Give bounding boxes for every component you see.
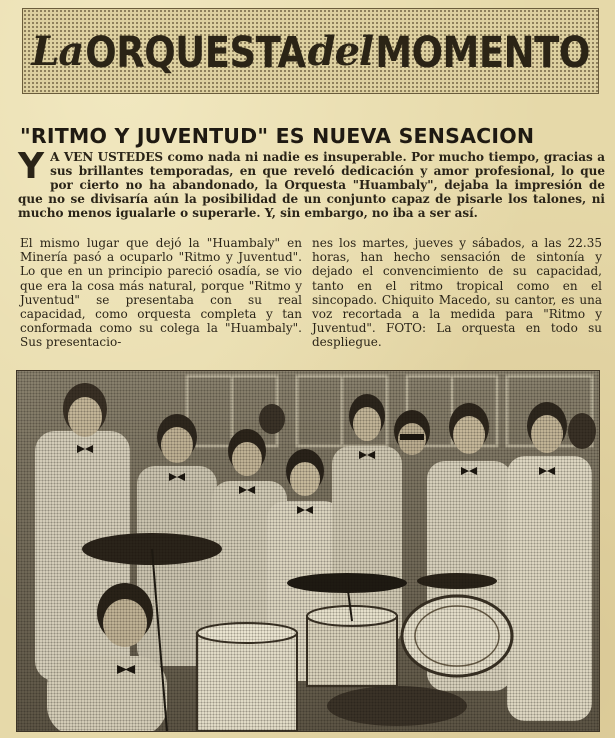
lead-text: A VEN USTEDES como nada ni nadie es insuperable. Por mucho tiempo, gracias a sus brillantes temporadas, en que reveló dedicación y amor profesional, lo que por cierto no ha abandonado, la Orquesta "Huambaly", dejaba la impresión de que no se divisaría aún la posibilidad de un conjunto capaz de pisarle los talones, ni mucho menos igualarle o superarle. Y, sin embargo, no iba a ser así. (18, 150, 605, 220)
body-column-right: nes los martes, jueves y sábados, a las 22.35 horas, han hecho sensación de sintonía y dejado el convencimiento de su capacidad, tanto en el ritmo tropical como en el sincopado. Chiquito Macedo, su cantor, es una voz recortada a la medida para "Ritmo y Juventud". FOTO: La orquesta en todo su despliegue. (312, 236, 602, 350)
masthead-banner (22, 8, 599, 94)
masthead-word-momento: MOMENTO (375, 27, 590, 77)
masthead-word-orquesta: ORQUESTA (85, 27, 306, 77)
body-column-left: El mismo lugar que dejó la "Huambaly" en Minería pasó a ocuparlo "Ritmo y Juventud". Lo que en un principio pareció osadía, se vio que era la cosa más natural, porque "Ritmo y Juventud" se presentaba con su real capacidad, como orquesta completa y tan conformada como su colega la "Huambaly". Sus presentacio- (20, 236, 302, 350)
article-headline: "RITMO Y JUVENTUD" ES NUEVA SENSACION (20, 124, 535, 148)
orchestra-photo-illustration (17, 371, 599, 731)
drop-cap: Y (18, 146, 45, 187)
masthead-middle: del (307, 27, 374, 75)
masthead-prefix: La (31, 27, 84, 75)
orchestra-photo (16, 370, 600, 732)
lead-paragraph (18, 146, 605, 220)
masthead-title (31, 28, 590, 75)
